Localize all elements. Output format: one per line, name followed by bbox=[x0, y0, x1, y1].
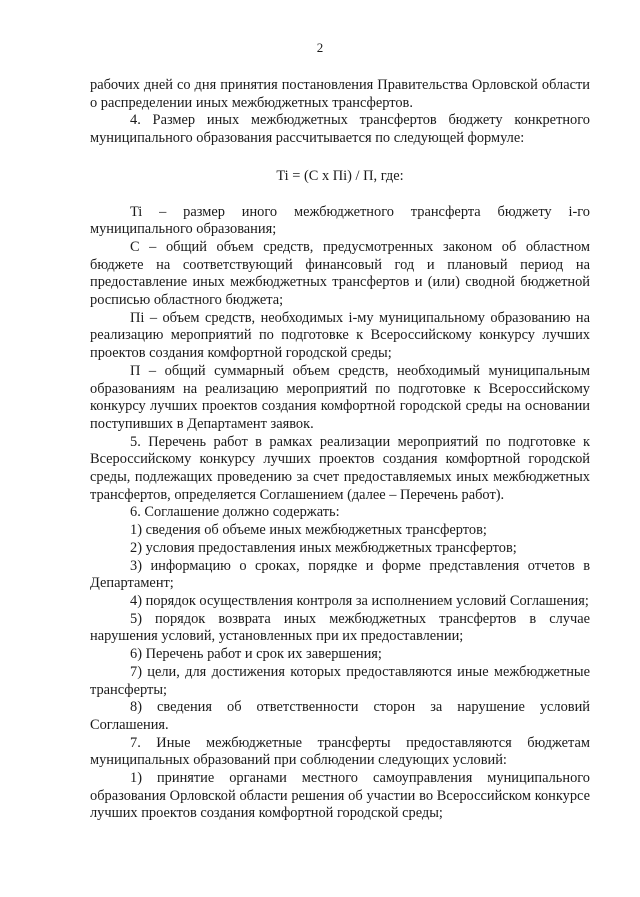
list-item: 8) сведения об ответственности сторон за нарушение условий Соглашения. bbox=[90, 699, 590, 733]
paragraph-item-4: 4. Размер иных межбюджетных трансфертов бюджету конкретного муниципального образования рассчитывается по следующей формуле: bbox=[90, 112, 590, 147]
list-item: 1) принятие органами местного самоуправления муниципального образования Орловской области решения об участии во Всероссийском конкурсе лучших проектов создания комфортной городской среды; bbox=[90, 770, 590, 822]
definition-p: П – общий суммарный объем средств, необходимый муниципальным образованиям на реализацию мероприятий по подготовке к Всероссийскому конкурсу лучших проектов создания комфортной городской среды на основании поступивших в Департамент заявок. bbox=[90, 362, 590, 432]
paragraph-continuation: рабочих дней со дня принятия постановления Правительства Орловской области о распределении иных межбюджетных трансфертов. bbox=[90, 77, 590, 111]
list-item: 7) цели, для достижения которых предоставляются иные межбюджетные трансферты; bbox=[90, 663, 590, 698]
list-item: 2) условия предоставления иных межбюджетных трансфертов; bbox=[130, 539, 517, 556]
page-number: 2 bbox=[316, 40, 324, 55]
document-body bbox=[90, 77, 590, 823]
list-item: 3) информацию о сроках, порядке и форме представления отчетов в Департамент; bbox=[90, 557, 590, 592]
list-item: 1) сведения об объеме иных межбюджетных трансфертов; bbox=[130, 522, 487, 539]
paragraph-item-7: 7. Иные межбюджетные трансферты предоставляются бюджетам муниципальных образований при соблюдении следующих условий: bbox=[90, 734, 590, 769]
list-item: 6) Перечень работ и срок их завершения; bbox=[130, 646, 382, 663]
formula: Ti = (C x Пi) / П, где: bbox=[276, 167, 404, 184]
definition-ti: Ti – размер иного межбюджетного трансферта бюджету i-го муниципального образования; bbox=[90, 203, 590, 238]
list-item: 4) порядок осуществления контроля за исполнением условий Соглашения; bbox=[130, 592, 589, 609]
definition-pi: Пi – объем средств, необходимых i-му муниципальному образованию на реализацию мероприятий по подготовке к Всероссийскому конкурсу лучших проектов создания комфортной городской среды; bbox=[90, 309, 590, 362]
paragraph-item-6: 6. Соглашение должно содержать: bbox=[130, 504, 340, 521]
list-item: 5) порядок возврата иных межбюджетных трансфертов в случае нарушения условий, установленных при их предоставлении; bbox=[90, 610, 590, 645]
definition-c: С – общий объем средств, предусмотренных законом об областном бюджете на соответствующий финансовый год и плановый период на предоставление иных межбюджетных трансфертов и (или) сводной бюджетной росписью областного бюджета; bbox=[90, 238, 590, 309]
paragraph-item-5: 5. Перечень работ в рамках реализации мероприятий по подготовке к Всероссийскому конкурсу лучших проектов создания комфортной городской среды, подлежащих проведению за счет предоставляемых иных межбюджетных трансфертов, определяется Соглашением (далее – Перечень работ). bbox=[90, 433, 590, 503]
